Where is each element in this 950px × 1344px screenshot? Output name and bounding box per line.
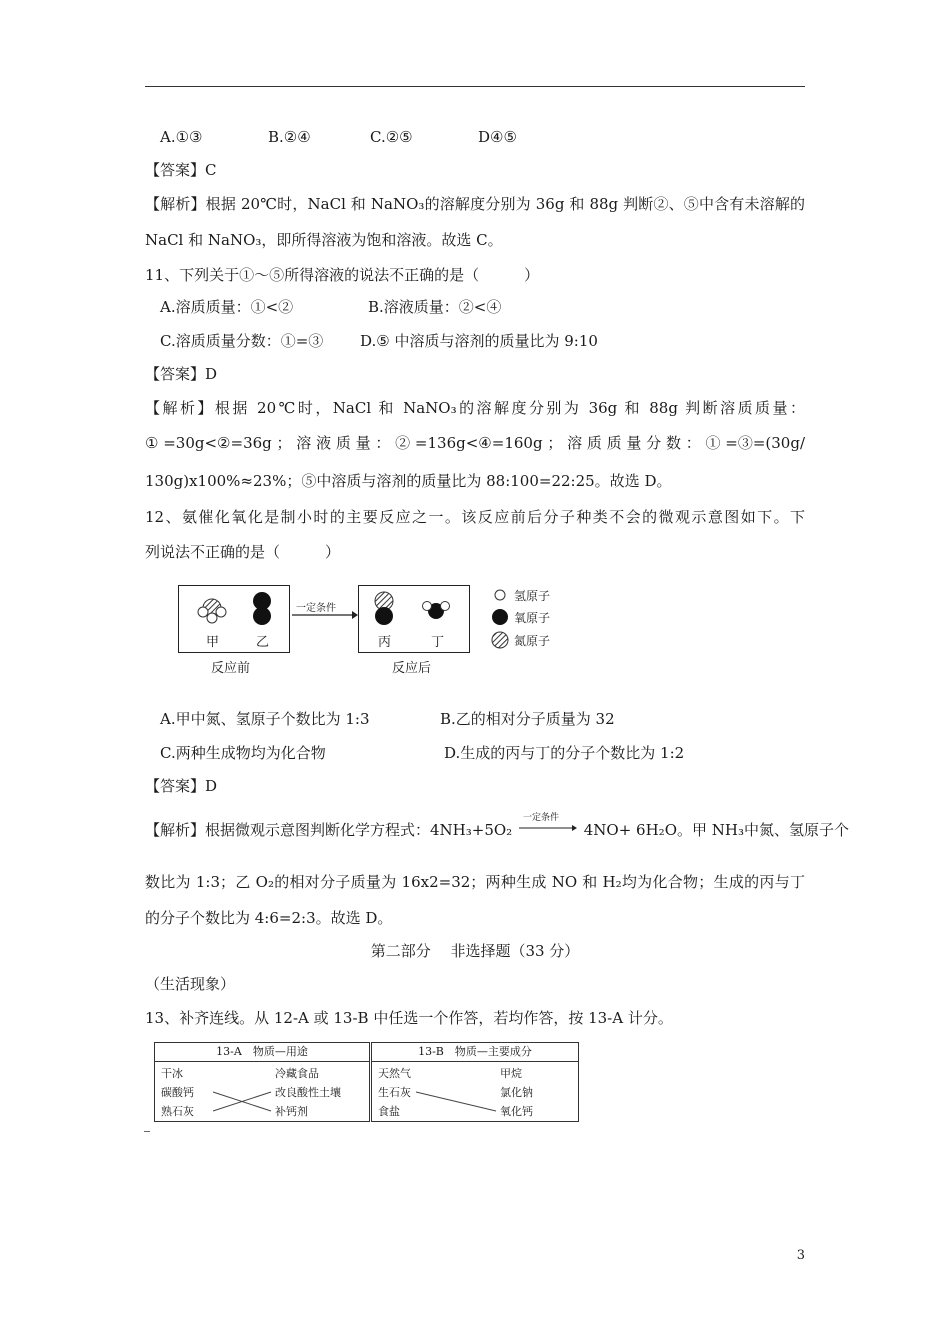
analysis-equation-left: 【解析】根据微观示意图判断化学方程式：4NH₃+5O₂ — [145, 821, 513, 839]
table-13b-left-2: 生石灰 — [378, 1086, 411, 1099]
q12-option-c: C.两种生成物均为化合物 — [160, 744, 326, 762]
q10-option-c: C.②⑤ — [370, 128, 413, 146]
molecule-jia — [198, 599, 226, 623]
table-13a-right-1: 冷藏食品 — [275, 1067, 319, 1080]
section-subtitle: （生活现象） — [145, 975, 236, 993]
page-number: 3 — [796, 1248, 805, 1263]
legend-hydrogen-marker — [495, 590, 505, 600]
table-13a-left-3: 熟石灰 — [161, 1105, 194, 1118]
q12-analysis-line2: 数比为 1:3；乙 O₂的相对分子质量为 16x2=32；两种生成 NO 和 H₂均为化合物；生成的丙与丁 — [145, 873, 805, 891]
section-title: 第二部分 非选择题（33 分） — [370, 942, 580, 960]
q12-analysis-line1 — [145, 813, 849, 840]
q10-option-d: D④⑤ — [478, 128, 517, 146]
q10-answer: 【答案】C — [145, 161, 217, 179]
q12-stem-line1: 12、氨催化氧化是制小时的主要反应之一。该反应前后分子种类不会的微观示意图如下。下 — [145, 508, 805, 526]
q12-option-a: A.甲中氮、氢原子个数比为 1:3 — [160, 710, 370, 728]
q12-option-d: D.生成的丙与丁的分子个数比为 1:2 — [444, 744, 685, 762]
table-13b-connector-lines — [372, 1043, 578, 1121]
equation-arrow-icon — [517, 820, 579, 840]
legend-oxygen: 氧原子 — [514, 611, 551, 625]
q11-stem: 11、下列关于①～⑤所得溶液的说法不正确的是（ ） — [145, 266, 540, 284]
q11-analysis-line3: 130g)x100%≈23%；⑤中溶质与溶剂的质量比为 88:100=22:25。故选 D。 — [145, 472, 672, 490]
table-13a-left-2: 碳酸钙 — [161, 1086, 194, 1099]
legend-oxygen-marker — [492, 609, 508, 625]
equation-arrow — [517, 813, 579, 840]
legend-nitrogen-marker — [492, 632, 508, 648]
q12-analysis-line3: 的分子个数比为 4:6=2:3。故选 D。 — [145, 909, 393, 927]
molecule-yi — [253, 592, 271, 625]
arrow-label: 一定条件 — [296, 603, 336, 614]
molecule-ding — [423, 602, 450, 620]
q12-answer: 【答案】D — [145, 777, 218, 795]
label-before: 反应前 — [211, 661, 251, 676]
stray-mark — [144, 1131, 150, 1132]
table-13b-left-3: 食盐 — [378, 1105, 400, 1118]
table-13a-left-1: 干冰 — [161, 1067, 183, 1080]
equation-arrow-label: 一定条件 — [522, 813, 559, 823]
table-13b — [371, 1042, 579, 1122]
q11-analysis-line1: 【解析】根据 20℃时，NaCl 和 NaNO₃的溶解度分别为 36g 和 88g 判断溶质质量： — [145, 399, 805, 417]
molecule-bing — [375, 592, 393, 625]
q12-option-b: B.乙的相对分子质量为 32 — [440, 710, 615, 728]
table-13a-connector-lines — [155, 1043, 369, 1121]
q10-analysis-line1: 【解析】根据 20℃时，NaCl 和 NaNO₃的溶解度分别为 36g 和 88g 判断②、⑤中含有未溶解的 — [145, 195, 805, 213]
table-13a — [154, 1042, 370, 1122]
table-13b-left-1: 天然气 — [378, 1067, 411, 1080]
q10-analysis-line2: NaCl 和 NaNO₃，即所得溶液为饱和溶液。故选 C。 — [145, 231, 503, 249]
label-yi: 乙 — [256, 635, 270, 650]
q12-stem-line2: 列说法不正确的是（ ） — [145, 543, 341, 561]
q11-analysis-line2: ① =30g<②=36g ； 溶 液 质 量 ： ② =136g<④=160g ； 溶 质 质 量 分 数 ： ① =③=(30g/ — [145, 434, 805, 452]
q11-option-c: C.溶质质量分数：①=③ — [160, 332, 324, 350]
label-jia: 甲 — [206, 635, 220, 650]
table-13b-right-2: 氯化钠 — [500, 1086, 533, 1099]
label-after: 反应后 — [392, 661, 432, 676]
table-13b-right-1: 甲烷 — [500, 1067, 522, 1080]
q10-option-b: B.②④ — [268, 128, 311, 146]
q11-option-d: D.⑤ 中溶质与溶剂的质量比为 9:10 — [360, 332, 598, 350]
q13-stem: 13、补齐连线。从 12-A 或 13-B 中任选一个作答，若均作答，按 13-A 计分。 — [145, 1009, 673, 1027]
reaction-micro-diagram — [178, 583, 578, 675]
table-13a-right-3: 补钙剂 — [275, 1105, 308, 1118]
table-13a-header: 13-A 物质—用途 — [155, 1043, 369, 1062]
q11-answer: 【答案】D — [145, 365, 218, 383]
header-rule — [145, 86, 805, 87]
table-13b-right-3: 氧化钙 — [500, 1105, 533, 1118]
table-13a-right-2: 改良酸性土壤 — [275, 1086, 341, 1099]
analysis-equation-right: 4NO+ 6H₂O。甲 NH₃中氮、氢原子个 — [583, 821, 849, 839]
legend-hydrogen: 氢原子 — [514, 589, 551, 603]
q11-option-a: A.溶质质量：①<② — [160, 298, 294, 316]
q10-option-a: A.①③ — [160, 128, 203, 146]
q11-option-b: B.溶液质量：②<④ — [368, 298, 502, 316]
label-bing: 丙 — [378, 635, 392, 650]
label-ding: 丁 — [431, 635, 445, 650]
legend-nitrogen: 氮原子 — [514, 634, 551, 648]
table-13b-header: 13-B 物质—主要成分 — [372, 1043, 578, 1062]
